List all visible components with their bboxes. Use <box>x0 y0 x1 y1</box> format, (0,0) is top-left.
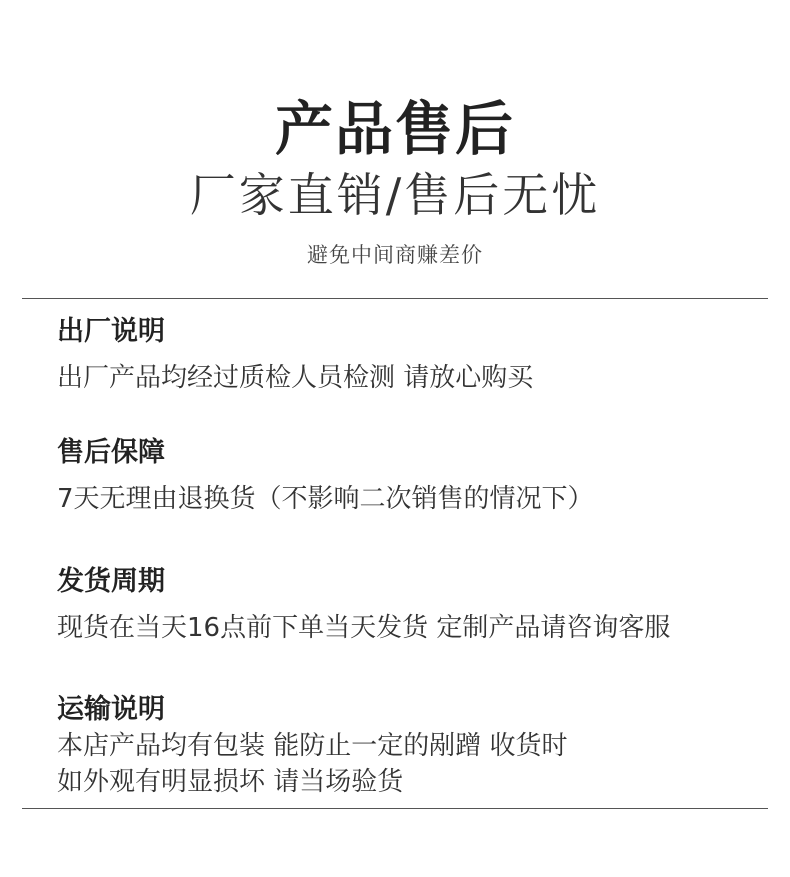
section-after-sales-guarantee <box>57 435 777 517</box>
section-heading: 出厂说明 <box>57 316 165 347</box>
section-heading: 运输说明 <box>57 694 165 725</box>
section-text: 现货在当天16点前下单当天发货 定制产品请咨询客服 <box>57 613 671 643</box>
top-divider <box>22 298 768 299</box>
page-title: 产品售后 <box>274 95 515 163</box>
page-header <box>0 0 790 298</box>
section-heading: 售后保障 <box>57 437 165 468</box>
page-subtitle: 厂家直销/售后无忧 <box>189 168 601 222</box>
section-heading: 发货周期 <box>57 566 165 597</box>
section-shipping-cycle <box>57 564 777 646</box>
section-text-line-2: 如外观有明显损坏 请当场验货 <box>57 767 404 797</box>
section-factory-notes <box>57 314 777 396</box>
section-text-line-1: 本店产品均有包装 能防止一定的剐蹭 收货时 <box>57 731 568 761</box>
page-tagline: 避免中间商赚差价 <box>307 243 483 267</box>
section-text: 出厂产品均经过质检人员检测 请放心购买 <box>57 363 534 393</box>
section-text: 7天无理由退换货（不影响二次销售的情况下） <box>57 484 594 514</box>
section-transport-notes <box>57 692 777 800</box>
bottom-divider <box>22 808 768 809</box>
